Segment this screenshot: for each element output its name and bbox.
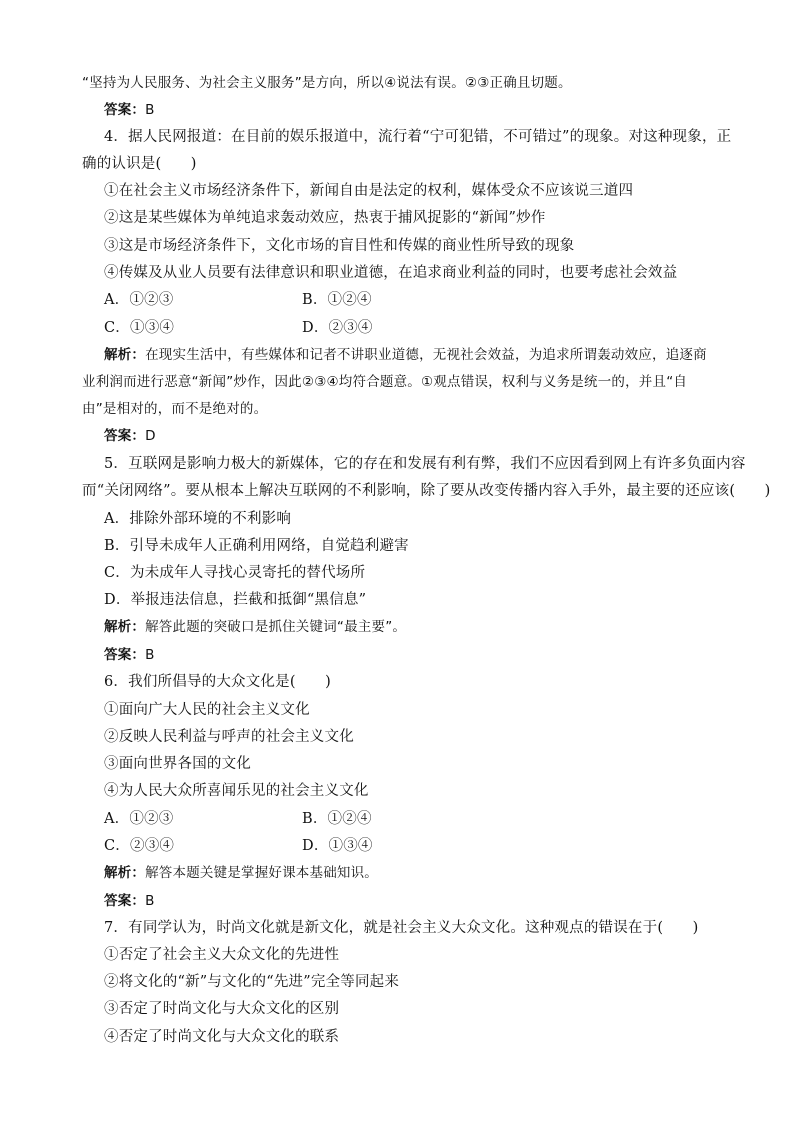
choice-d: D．②③④ xyxy=(302,320,373,336)
question-5-line-1: 5．互联网是影响力极大的新媒体，它的存在和发展有利有弊，我们不应因看到网上有许多负面内容 xyxy=(104,456,746,472)
option-line: ②将文化的“新”与文化的“先进”完全等同起来 xyxy=(104,974,400,990)
choice-b: B．①②④ xyxy=(302,811,372,827)
explanation-line: 解析：解答此题的突破口是抓住关键词“最主要”。 xyxy=(104,619,407,635)
option-line: ③面向世界各国的文化 xyxy=(104,756,251,772)
question-7-line: 7．有同学认为，时尚文化就是新文化，就是社会主义大众文化。这种观点的错误在于( ) xyxy=(104,920,699,936)
explanation-line: “坚持为人民服务、为社会主义服务”是方向，所以④说法有误。②③正确且切题。 xyxy=(82,75,572,91)
option-line: A．排除外部环境的不利影响 xyxy=(104,511,292,527)
explanation-line: 解析：解答本题关键是掌握好课本基础知识。 xyxy=(104,865,379,881)
explanation-line: 业利润而进行恶意“新闻”炒作，因此②③④均符合题意。①观点错误，权利与义务是统一的，并且“自 xyxy=(82,374,688,390)
option-line: ②反映人民利益与呼声的社会主义文化 xyxy=(104,729,354,745)
choice-c: C．①③④ xyxy=(104,320,175,336)
choice-d: D．①③④ xyxy=(302,838,373,854)
choice-b: B．①②④ xyxy=(302,292,372,308)
option-line: ②这是某些媒体为单纯追求轰动效应，热衷于捕风捉影的“新闻”炒作 xyxy=(104,210,546,226)
explanation-line: 解析：在现实生活中，有些媒体和记者不讲职业道德，无视社会效益，为追求所谓轰动效应，追逐商 xyxy=(104,347,707,363)
answer-line: 答案：D xyxy=(104,428,156,444)
option-line: ④为人民大众所喜闻乐见的社会主义文化 xyxy=(104,783,369,799)
question-5-line-2: 而“关闭网络”。要从根本上解决互联网的不利影响，除了要从改变传播内容入手外，最主要的还应该( ) xyxy=(82,483,771,499)
option-line: ①在社会主义市场经济条件下，新闻自由是法定的权利，媒体受众不应该说三道四 xyxy=(104,183,634,199)
answer-line: 答案：B xyxy=(104,893,155,909)
option-line: ①面向广大人民的社会主义文化 xyxy=(104,702,310,718)
option-line: B．引导未成年人正确利用网络，自觉趋利避害 xyxy=(104,538,409,554)
option-line: ④否定了时尚文化与大众文化的联系 xyxy=(104,1029,340,1045)
option-line: ①否定了社会主义大众文化的先进性 xyxy=(104,947,340,963)
question-6-line: 6．我们所倡导的大众文化是( ) xyxy=(104,674,331,690)
question-4-line-1: 4．据人民网报道：在目前的娱乐报道中，流行着“宁可犯错，不可错过”的现象。对这种现象，正 xyxy=(104,129,732,145)
option-line: ③这是市场经济条件下，文化市场的盲目性和传媒的商业性所导致的现象 xyxy=(104,238,575,254)
question-4-line-2: 确的认识是( ) xyxy=(82,156,197,172)
option-line: D．举报违法信息，拦截和抵御“黑信息” xyxy=(104,592,367,608)
answer-line: 答案：B xyxy=(104,102,155,118)
option-line: C．为未成年人寻找心灵寄托的替代场所 xyxy=(104,565,366,581)
answer-line: 答案：B xyxy=(104,647,155,663)
choice-a: A．①②③ xyxy=(104,292,174,308)
option-line: ④传媒及从业人员要有法律意识和职业道德，在追求商业利益的同时，也要考虑社会效益 xyxy=(104,265,678,281)
option-line: ③否定了时尚文化与大众文化的区别 xyxy=(104,1001,340,1017)
choice-a: A．①②③ xyxy=(104,811,174,827)
explanation-line: 由”是相对的，而不是绝对的。 xyxy=(82,401,268,417)
choice-c: C．②③④ xyxy=(104,838,175,854)
